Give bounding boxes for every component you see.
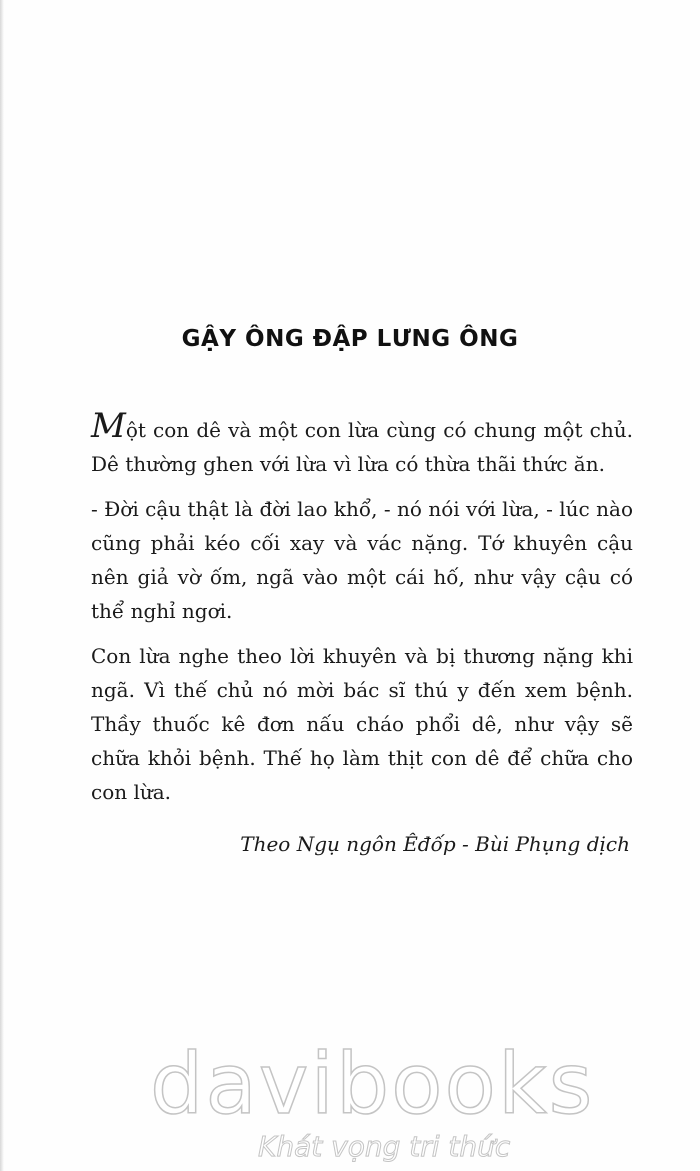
- drop-cap-letter: M: [91, 406, 126, 446]
- paragraph-3: Con lừa nghe theo lời khuyên và bị thương nặng khi ngã. Vì thế chủ nó mời bác sĩ thú y đến xem bệnh. Thầy thuốc kê đơn nấu cháo phổi dê, như vậy sẽ chữa khỏi bệnh. Thế họ làm thịt con dê để chữa cho con lừa.: [91, 644, 633, 804]
- story-body: [91, 406, 633, 820]
- story-title: GẬY ÔNG ĐẬP LƯNG ÔNG: [181, 326, 519, 352]
- watermark-slogan: Khát vọng tri thức: [258, 1130, 511, 1163]
- page-edge-shadow: [0, 0, 4, 1171]
- source-attribution: Theo Ngụ ngôn Êđốp - Bùi Phụng dịch: [240, 832, 630, 856]
- paragraph-1-text: ột con dê và một con lừa cùng có chung một chủ. Dê thường ghen với lừa vì lừa có thừa thãi thức ăn.: [91, 418, 633, 476]
- paragraph-1: [91, 406, 633, 481]
- paragraph-2: - Đời cậu thật là đời lao khổ, - nó nói với lừa, - lúc nào cũng phải kéo cối xay và vác nặng. Tớ khuyên cậu nên giả vờ ốm, ngã vào một cái hố, như vậy cậu có thể nghỉ ngơi.: [91, 497, 633, 623]
- watermark-brand: davibooks: [150, 1035, 595, 1133]
